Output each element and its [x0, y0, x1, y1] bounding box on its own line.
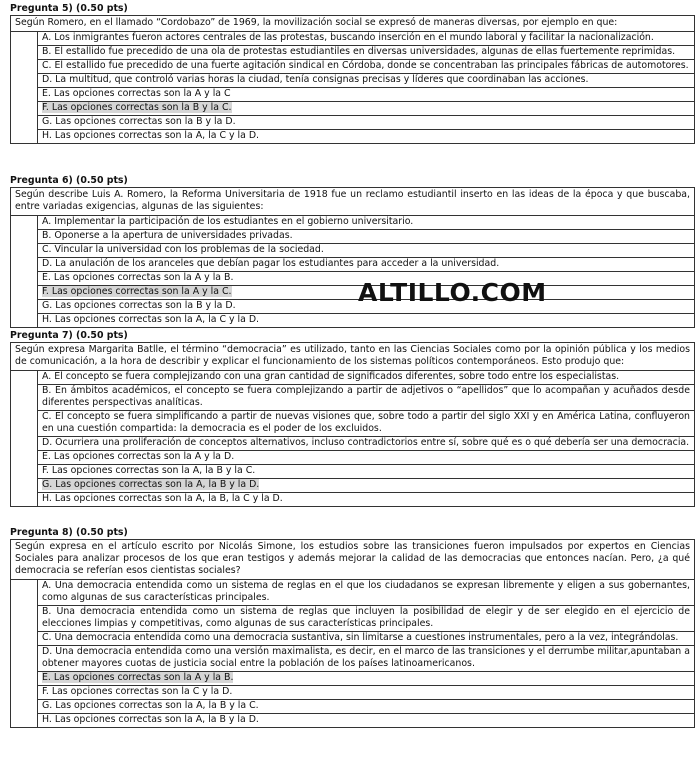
option-c[interactable]	[37, 632, 694, 646]
question-box	[10, 15, 695, 144]
option-text: G. Las opciones correctas son la B y la D.	[42, 300, 236, 311]
option-f[interactable]	[37, 686, 694, 700]
question-stem: Según expresa en el artículo escrito por Nicolás Simone, los estudios sobre las transiciones fueron impulsados por expertos en Ciencias Sociales para analizar procesos de los que eran testigos y además mejorar la calidad de las democracias que entonces nacían. Pero, ¿a qué democracia se referían esos cientistas sociales?	[11, 540, 694, 580]
option-a[interactable]	[37, 371, 694, 385]
option-b[interactable]	[37, 46, 694, 60]
option-text: B. En ámbitos académicos, el concepto se fuera complejizando a partir de adjetivos o “apellidos” que lo acompañan y acuñados desde diferentes perspectivas analíticas.	[42, 385, 690, 408]
option-c[interactable]	[37, 244, 694, 258]
option-text: C. Una democracia entendida como una democracia sustantiva, sin limitarse a cuestiones instrumentales, pero a la vez, integrándolas.	[42, 632, 679, 643]
option-d[interactable]	[37, 258, 694, 272]
question-stem: Según Romero, en el llamado “Cordobazo” de 1969, la movilización social se expresó de maneras diversas, por ejemplo en que:	[11, 16, 694, 32]
question-stem: Según expresa Margarita Batlle, el término “democracia” es utilizado, tanto en las Ciencias Sociales como por la opinión pública y los medios de comunicación, a la hora de describir y explicar el funcionamiento de los sistemas políticos contemporáneos. Esto produjo que:	[11, 343, 694, 371]
question-box	[10, 539, 695, 728]
question-8	[10, 527, 695, 728]
option-text: A. El concepto se fuera complejizando con una gran cantidad de significados diferentes, sobre todo entre los especialistas.	[42, 371, 620, 382]
question-box	[10, 187, 695, 328]
option-text: G. Las opciones correctas son la B y la D.	[42, 116, 236, 127]
option-c[interactable]	[37, 411, 694, 437]
option-text: B. Una democracia entendida como un sistema de reglas que incluyen la posibilidad de elegir y de ser elegido en el ejercicio de elecciones limpias y competitivas, como algunas de sus características principales.	[42, 606, 690, 629]
option-text: A. Implementar la participación de los estudiantes en el gobierno universitario.	[42, 216, 414, 227]
question-header: Pregunta 7) (0.50 pts)	[10, 330, 128, 341]
option-text: E. Las opciones correctas son la A y la D.	[42, 451, 235, 462]
option-d[interactable]	[37, 646, 694, 672]
question-stem: Según describe Luis A. Romero, la Reforma Universitaria de 1918 fue un reclamo estudiantil inserto en las ideas de la época y que buscaba, entre variadas exigencias, algunas de las siguientes:	[11, 188, 694, 216]
option-text-highlighted: F. Las opciones correctas son la B y la C.	[42, 102, 232, 113]
option-text: D. Ocurriera una proliferación de conceptos alternativos, incluso contradictorios entre sí, sobre qué es o qué debería ser una democracia.	[42, 437, 690, 448]
option-d[interactable]	[37, 437, 694, 451]
option-text: D. Una democracia entendida como una versión maximalista, es decir, en el marco de las transiciones y el derrumbe militar,apuntaban a obtener mayores cuotas de justicia social entre la población de los países latinoamericanos.	[42, 646, 690, 669]
option-text: H. Las opciones correctas son la A, la C y la D.	[42, 130, 260, 141]
question-header: Pregunta 8) (0.50 pts)	[10, 527, 128, 538]
option-text: C. Vincular la universidad con los problemas de la sociedad.	[42, 244, 324, 255]
option-f-selected[interactable]	[37, 102, 694, 116]
option-text: F. Las opciones correctas son la C y la D.	[42, 686, 233, 697]
option-text-highlighted: G. Las opciones correctas son la A, la B y la D.	[42, 479, 260, 490]
option-text: A. Una democracia entendida como un sistema de reglas en el que los ciudadanos se expresan libremente y eligen a sus gobernantes, como algunas de sus características principales.	[42, 580, 690, 603]
option-g[interactable]	[37, 700, 694, 714]
option-text: F. Las opciones correctas son la A, la B y la C.	[42, 465, 256, 476]
option-f[interactable]	[37, 465, 694, 479]
option-text: E. Las opciones correctas son la A y la B.	[42, 272, 234, 283]
option-c[interactable]	[37, 60, 694, 74]
watermark-text: ALTILLO.COM	[358, 278, 547, 307]
option-text: C. El estallido fue precedido de una fuerte agitación sindical en Córdoba, donde se concentraban las principales fábricas de automotores.	[42, 60, 689, 71]
option-e[interactable]	[37, 88, 694, 102]
option-e-selected[interactable]	[37, 672, 694, 686]
option-b[interactable]	[37, 606, 694, 632]
option-h[interactable]	[37, 314, 694, 327]
option-d[interactable]	[37, 74, 694, 88]
question-6	[10, 175, 695, 328]
option-text: H. Las opciones correctas son la A, la B, la C y la D.	[42, 493, 283, 504]
option-h[interactable]	[37, 493, 694, 506]
option-h[interactable]	[37, 714, 694, 727]
option-text: E. Las opciones correctas son la A y la C	[42, 88, 231, 99]
option-a[interactable]	[37, 580, 694, 606]
question-7	[10, 330, 695, 507]
option-text: C. El concepto se fuera simplificando a partir de nuevas visiones que, sobre todo a partir del siglo XXI y en América Latina, confluyeron en una cuestión compartida: la democracia es el poder de los excluidos.	[42, 411, 690, 434]
option-b[interactable]	[37, 385, 694, 411]
option-text: H. Las opciones correctas son la A, la B y la D.	[42, 714, 259, 725]
question-header: Pregunta 5) (0.50 pts)	[10, 3, 128, 14]
option-text-highlighted: E. Las opciones correctas son la A y la B.	[42, 672, 234, 683]
option-g-selected[interactable]	[37, 479, 694, 493]
option-b[interactable]	[37, 230, 694, 244]
option-text: G. Las opciones correctas son la A, la B y la C.	[42, 700, 259, 711]
option-text: D. La anulación de los aranceles que debían pagar los estudiantes para acceder a la universidad.	[42, 258, 500, 269]
option-text-highlighted: F. Las opciones correctas son la A y la C.	[42, 286, 232, 297]
question-5	[10, 3, 695, 144]
option-text: B. Oponerse a la apertura de universidades privadas.	[42, 230, 293, 241]
option-text: A. Los inmigrantes fueron actores centrales de las protestas, buscando inserción en el mundo laboral y facilitar la nacionalización.	[42, 32, 654, 43]
option-g[interactable]	[37, 116, 694, 130]
option-text: B. El estallido fue precedido de una ola de protestas estudiantiles en diversas universidades, algunas de ellas fuertemente reprimidas.	[42, 46, 676, 57]
question-box	[10, 342, 695, 507]
option-a[interactable]	[37, 32, 694, 46]
option-a[interactable]	[37, 216, 694, 230]
option-h[interactable]	[37, 130, 694, 143]
option-e[interactable]	[37, 451, 694, 465]
option-text: D. La multitud, que controló varias horas la ciudad, tenía consignas precisas y líderes que coordinaban las acciones.	[42, 74, 589, 85]
option-text: H. Las opciones correctas son la A, la C y la D.	[42, 314, 260, 325]
question-header: Pregunta 6) (0.50 pts)	[10, 175, 128, 186]
